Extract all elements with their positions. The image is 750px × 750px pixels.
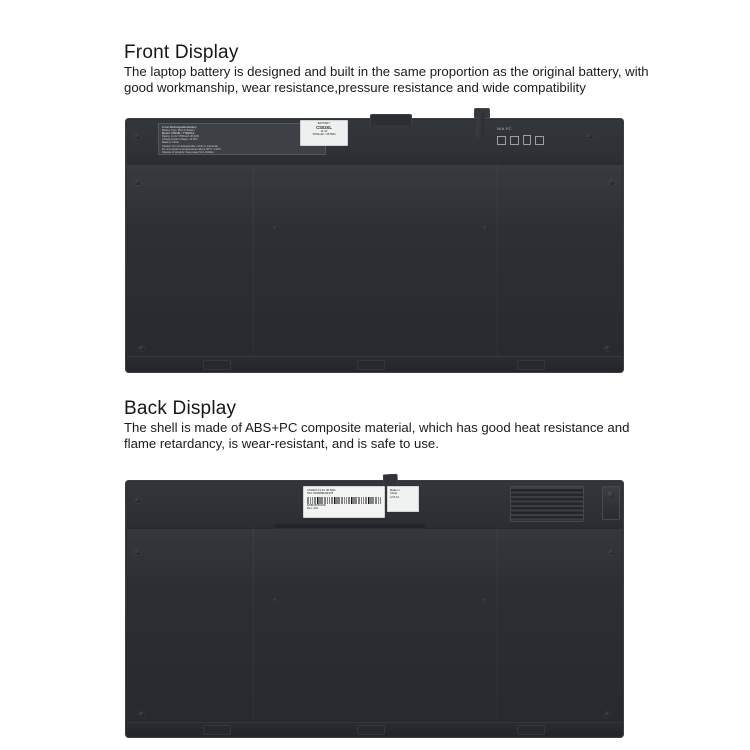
screw-hole xyxy=(139,346,144,351)
screw-hole xyxy=(609,550,614,555)
surface-dot xyxy=(273,226,276,229)
front-battery-certification-marks xyxy=(497,126,597,150)
back-battery-highlight xyxy=(127,528,622,588)
front-display-description: The laptop battery is designed and built in the same proportion as the original battery, with good workmanship, wear resistance,pressure resistance and wide compatibility xyxy=(124,64,649,95)
front-label-line-7: Do not expose to temperatures above 60°C / 140°F. xyxy=(162,147,222,151)
back-battery-corner-module xyxy=(602,486,620,520)
surface-dot xyxy=(483,598,486,601)
front-battery-top-notch xyxy=(370,114,412,125)
battery-foot xyxy=(357,360,385,370)
back-label-line-2: Rev: A01 xyxy=(307,507,319,511)
back-battery-vent-ridges xyxy=(510,486,584,522)
rohs-mark-icon xyxy=(535,136,544,145)
certification-row-text: N/A FC xyxy=(497,126,512,131)
origin-line-0: Made in xyxy=(390,489,400,492)
white-sticker-line-3: 3700mAh / 46.5Wh xyxy=(312,133,336,137)
surface-dot xyxy=(273,598,276,601)
screw-hole xyxy=(139,712,144,717)
battery-foot xyxy=(517,725,545,735)
white-sticker-line-0: BATTERY xyxy=(317,122,331,125)
front-label-line-4: Charge limited voltage: 13.05V xyxy=(162,138,198,142)
screw-hole xyxy=(605,346,610,351)
battery-foot xyxy=(357,725,385,735)
weee-bin-icon xyxy=(523,135,531,145)
back-battery-shell xyxy=(125,480,624,738)
barcode-text: ESBC8050188 xyxy=(307,503,326,507)
front-battery-seam-left xyxy=(253,164,254,357)
back-label-line-1: S/N: 2025080411578 xyxy=(307,492,334,496)
back-battery-image xyxy=(125,480,624,738)
front-label-line-8: Dispose of properly. Keep away from children. xyxy=(162,150,215,154)
back-display-description: The shell is made of ABS+PC composite material, which has good heat resistance and flame retardancy, is wear-resistant, and is safe to use. xyxy=(124,420,630,451)
white-sticker-line-1: CS03XL xyxy=(316,125,332,131)
front-label-line-2: Model: CS03XL / T7B33AA xyxy=(162,132,195,136)
barcode-graphic xyxy=(307,497,381,504)
origin-line-1: China xyxy=(390,492,398,496)
front-label-line-6: Caution: Do not disassemble, crush or incinerate. xyxy=(162,144,219,148)
back-label-line-0: CS03XL 11.4V 46.5Wh xyxy=(307,489,336,492)
front-label-line-5: Made in China xyxy=(162,141,179,145)
screw-hole xyxy=(609,180,614,185)
back-battery-seam-right xyxy=(497,526,498,722)
back-battery-seam-left xyxy=(253,526,254,722)
white-sticker-line-2: 11.4V xyxy=(320,130,328,134)
front-battery-seam-right xyxy=(497,164,498,357)
front-label-line-1: Battery Type: Built-in Battery xyxy=(162,129,195,133)
back-battery-origin-label xyxy=(387,486,419,512)
battery-foot xyxy=(203,360,231,370)
front-battery-shell xyxy=(125,118,624,373)
front-battery-highlight xyxy=(127,166,622,226)
screw-hole xyxy=(135,550,140,555)
front-display-heading: Front Display xyxy=(124,42,239,63)
screw-hole xyxy=(587,134,592,139)
ukca-mark-icon xyxy=(510,136,519,145)
back-display-heading: Back Display xyxy=(124,398,237,419)
surface-dot xyxy=(483,226,486,229)
battery-foot xyxy=(517,360,545,370)
battery-foot xyxy=(203,725,231,735)
back-battery-serial-label xyxy=(303,486,385,518)
front-battery-image xyxy=(125,118,624,373)
front-battery-white-sticker xyxy=(300,120,348,146)
screw-hole xyxy=(135,180,140,185)
screw-hole xyxy=(135,498,140,503)
origin-line-2: LOT A1 xyxy=(390,495,400,499)
ce-mark-icon xyxy=(497,136,506,145)
back-battery-tab xyxy=(275,524,425,529)
screw-hole xyxy=(605,712,610,717)
front-label-line-3: Rating: 11.4V 3700mAh 46.5Wh xyxy=(162,135,200,139)
corner-screw-hole xyxy=(607,491,614,498)
screw-hole xyxy=(135,134,140,139)
front-label-line-0: Li-ion Rechargeable Battery xyxy=(162,126,197,129)
